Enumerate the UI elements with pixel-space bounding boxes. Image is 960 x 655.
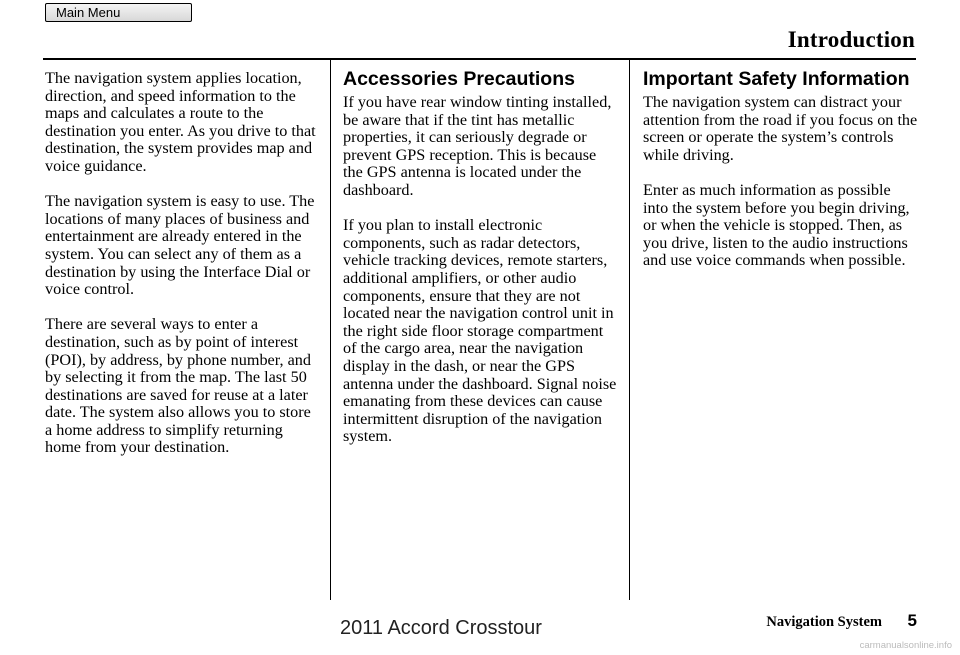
watermark: carmanualsonline.info bbox=[859, 640, 952, 651]
accessories-paragraph-1: If you have rear window tinting installed, be aware that if the tint has metallic properties, it can seriously degrade or prevent GPS reception. This is because the GPS antenna is located under the dashboard. bbox=[343, 93, 612, 199]
intro-paragraph-2: The navigation system is easy to use. The locations of many places of business and entertainment are already entered in the system. You can select any of them as a destination by using the Interface Dial or voice control. bbox=[45, 192, 315, 299]
column-accessories bbox=[343, 67, 618, 463]
intro-paragraph-1: The navigation system applies location, direction, and speed information to the maps and calculates a route to the destination you enter. As you drive to that destination, the system provides map and voice guidance. bbox=[45, 69, 316, 175]
accessories-heading: Accessories Precautions bbox=[343, 68, 575, 90]
column-divider-2 bbox=[629, 60, 630, 600]
page-title: Introduction bbox=[787, 27, 915, 52]
column-divider-1 bbox=[330, 60, 331, 600]
safety-paragraph-2: Enter as much information as possible into the system before you begin driving, or when the vehicle is stopped. Then, as you drive, listen to the audio instructions and use voice commands when possible. bbox=[643, 180, 910, 270]
intro-paragraph-3: There are several ways to enter a destination, such as by point of interest (POI), by address, by phone number, and by selecting it from the map. The last 50 destinations are saved for reuse at a later date. The system also allows you to store a home address to simplify returning home from your destination. bbox=[45, 315, 311, 457]
safety-heading: Important Safety Information bbox=[643, 68, 910, 90]
footer-section-label: Navigation System bbox=[766, 614, 882, 630]
main-menu-button[interactable]: Main Menu bbox=[45, 3, 192, 22]
header-divider bbox=[43, 58, 916, 60]
page-number: 5 bbox=[907, 611, 917, 630]
column-safety bbox=[643, 67, 918, 288]
safety-paragraph-1: The navigation system can distract your attention from the road if you focus on the screen or operate the system’s controls while driving. bbox=[643, 93, 918, 164]
footer-model-name: 2011 Accord Crosstour bbox=[340, 617, 542, 639]
column-intro bbox=[45, 70, 322, 475]
accessories-paragraph-2: If you plan to install electronic components, such as radar detectors, vehicle tracking devices, remote starters, additional amplifiers, or other audio components, ensure that they are not located near the navigation control unit in the right side floor storage compartment of the cargo area, near the navigation display in the dash, or near the GPS antenna under the dashboard. Signal noise emanating from these devices can cause intermittent disruption of the navigation system. bbox=[343, 216, 617, 446]
